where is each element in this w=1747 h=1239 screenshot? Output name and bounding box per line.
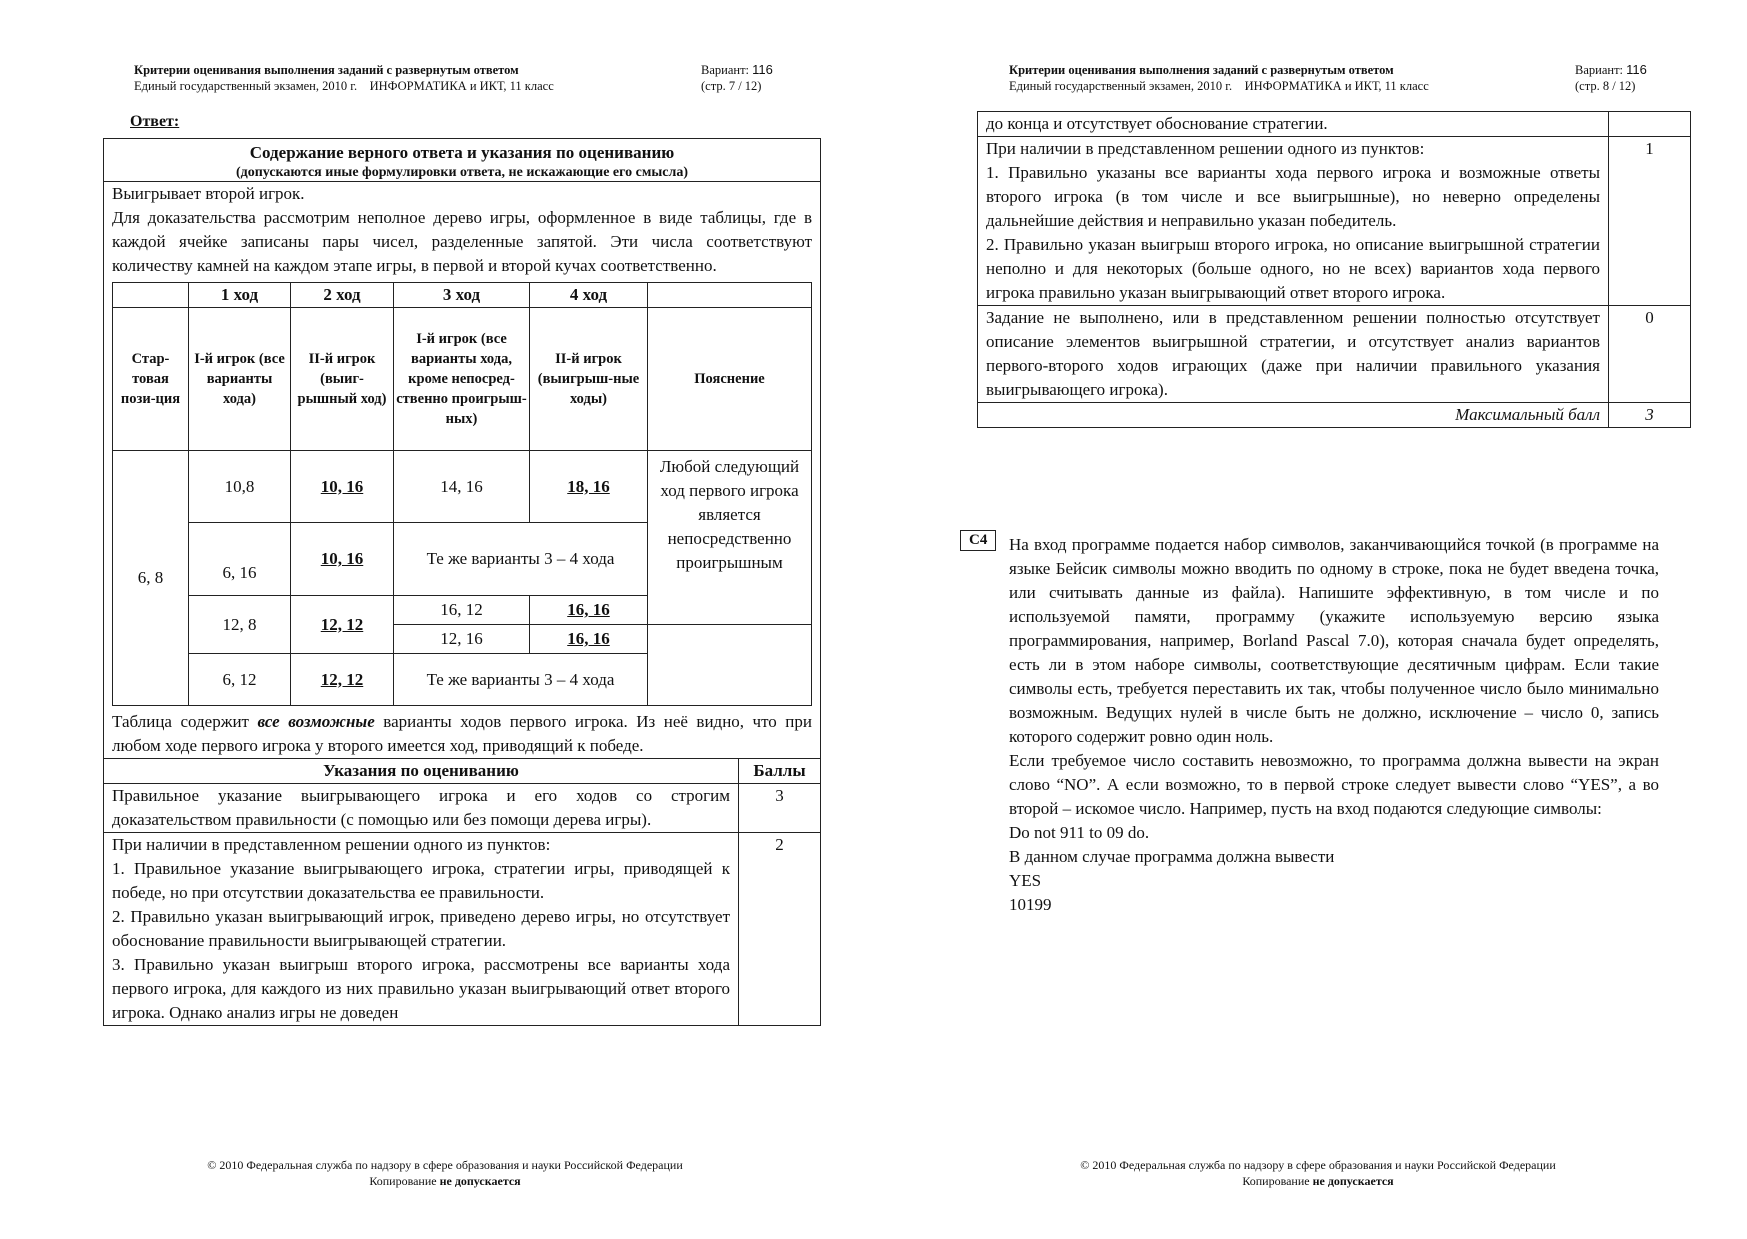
left-page <box>0 0 873 1239</box>
same-variants-cell: Те же варианты 3 – 4 хода <box>394 523 648 596</box>
grade-3-text: Правильное указание выигрывающего игрока и его ходов со строгим доказательством правильности (с помощью или без помощи дерева игры). <box>104 784 739 833</box>
after-table-emphasis: все возможные <box>257 712 375 731</box>
table-cell: 12, 12 <box>291 596 394 654</box>
copy-notice-text: Копирование <box>369 1174 440 1188</box>
answer-label: Ответ: <box>130 113 180 130</box>
game-tree-table <box>112 282 812 706</box>
grading-header: Указания по оцениванию <box>104 759 739 784</box>
empty-header-cell <box>648 283 812 308</box>
task-c4-statement <box>1009 533 1659 917</box>
variant-value: 116 <box>752 62 773 77</box>
grade-0-text: Задание не выполнено, или в представленном решении полностью отсутствует описание элементов выигрышной стратегии, и отсутствует анализ вариантов первого-второго ходов играющих (даже при наличии правильного указания выигрывающего игрока). <box>978 306 1609 403</box>
grade-1-item: 2. Правильно указан выигрыш второго игрока, но описание выигрышной стратегии неполно и для некоторых (больше одного, но не всех) вариантов хода первого игрока правильно указан выигрывающий ответ второго игрока. <box>986 235 1600 302</box>
table-cell: 16, 16 <box>530 596 648 625</box>
page-header <box>1009 62 1429 94</box>
grading-continuation-box <box>977 111 1691 428</box>
page-number: (стр. 8 / 12) <box>1575 79 1636 93</box>
explanation-cell: Любой следующий ход первого игрока является непосредственно проигрышным <box>648 451 812 625</box>
grade-0-points: 0 <box>1609 306 1691 403</box>
task-paragraph: На вход программе подается набор символов, заканчивающийся точкой (в программе на языке Бейсик символы можно вводить по одному в строке, пока не будет введена точка, или считывать данные из файла). Напишите эффективную, в том числе и по используемой памяти, программу (укажите используемую версию языка программирования, например, Borland Pascal 7.0), которая сначала будет определять, есть ли в этом наборе символы, соответствующие десятичным цифрам. Если такие символы есть, требуется переставить их так, чтобы полученное число было минимально возможным. Ведущих нулей в числе быть не должно, исключение – число 0, запись которого содержит ровно один ноль. <box>1009 535 1659 746</box>
empty-header-cell <box>113 283 189 308</box>
copy-notice-text: Копирование <box>1242 1174 1313 1188</box>
table-cell: 14, 16 <box>394 451 530 523</box>
task-c4-label: C4 <box>960 530 996 551</box>
move-1-header: 1 ход <box>189 283 291 308</box>
after-table-text-start: Таблица содержит <box>112 712 258 731</box>
winner-text: Выигрывает второй игрок. <box>112 184 305 203</box>
variant-block <box>1575 62 1647 94</box>
task-paragraph: Если требуемое число составить невозможно, то программа должна вывести на экран слово “NO”. А если возможно, то в первой строке следует вывести слово “YES”, а во второй – искомое число. Например, пусть на вход подаются следующие символы: <box>1009 751 1659 818</box>
box-header <box>104 139 821 182</box>
col-player1-all: I-й игрок (все варианты хода) <box>189 308 291 451</box>
move-4-header: 4 ход <box>530 283 648 308</box>
table-cell: 12, 8 <box>189 596 291 654</box>
box-subtitle: (допускаются иные формулировки ответа, не искажающие его смысла) <box>235 165 689 180</box>
answer-content <box>104 182 821 759</box>
grade-1-criteria <box>978 137 1609 306</box>
variant-label: Вариант: <box>701 63 749 77</box>
page-footer <box>1038 1157 1598 1189</box>
copy-notice-bold: не допускается <box>1312 1174 1394 1188</box>
max-score-value: 3 <box>1609 403 1691 428</box>
variant-label: Вариант: <box>1575 63 1623 77</box>
page-footer <box>165 1157 725 1189</box>
max-score-label: Максимальный балл <box>978 403 1609 428</box>
table-cell: 6, 16 <box>189 523 291 596</box>
grade-2-intro: При наличии в представленном решении одного из пунктов: <box>112 835 551 854</box>
table-cell: 18, 16 <box>530 451 648 523</box>
exam-title: Единый государственный экзамен, 2010 г. ИНФОРМАТИКА и ИКТ, 11 класс <box>1009 79 1429 93</box>
exam-title: Единый государственный экзамен, 2010 г. ИНФОРМАТИКА и ИКТ, 11 класс <box>134 79 554 93</box>
after-table-text <box>112 710 812 758</box>
grade-2-points: 2 <box>739 833 821 1026</box>
copyright-line: © 2010 Федеральная служба по надзору в сфере образования и науки Российской Федерации <box>1080 1158 1556 1172</box>
move-2-header: 2 ход <box>291 283 394 308</box>
intro-text: Для доказательства рассмотрим неполное дерево игры, оформленное в виде таблицы, где в каждой ячейке записаны пары чисел, разделенные запятой. Эти числа соответствуют количеству камней на каждом этапе игры, в первой и второй кучах соответственно. <box>112 208 812 275</box>
empty-points-cell <box>1609 112 1691 137</box>
page-header <box>134 62 554 94</box>
copy-notice <box>165 1173 725 1189</box>
table-cell: 10,8 <box>189 451 291 523</box>
points-header: Баллы <box>739 759 821 784</box>
output-line: 10199 <box>1009 895 1052 914</box>
grade-2-item: 2. Правильно указан выигрывающий игрок, приведено дерево игры, но отсутствует обоснование правильности выигрывающей стратегии. <box>112 907 730 950</box>
grade-3-points: 3 <box>739 784 821 833</box>
variant-value: 116 <box>1626 62 1647 77</box>
col-explanation: Пояснение <box>648 308 812 451</box>
criteria-title: Критерии оценивания выполнения заданий с развернутым ответом <box>134 63 519 77</box>
explanation-continuation-cell <box>648 625 812 706</box>
table-cell: 16, 16 <box>530 625 648 654</box>
answer-box <box>103 138 821 1026</box>
output-intro: В данном случае программа должна вывести <box>1009 847 1335 866</box>
col-start-position: Стар-товая пози-ция <box>113 308 189 451</box>
grade-2-criteria <box>104 833 739 1026</box>
col-player1-nonlosing: I-й игрок (все варианты хода, кроме непосред-ственно проигрыш-ных) <box>394 308 530 451</box>
grade-1-points: 1 <box>1609 137 1691 306</box>
grade-1-intro: При наличии в представленном решении одного из пунктов: <box>986 139 1425 158</box>
col-player2-winning: II-й игрок (выигрыш-ные ходы) <box>530 308 648 451</box>
grade-1-item: 1. Правильно указаны все варианты хода первого игрока и возможные ответы второго игрока (в том числе и все выигрышные), но неверно определены дальнейшие действия и неправильно указан победитель. <box>986 163 1600 230</box>
table-cell: 6, 12 <box>189 654 291 706</box>
move-3-header: 3 ход <box>394 283 530 308</box>
output-line: YES <box>1009 871 1042 890</box>
table-cell: 12, 16 <box>394 625 530 654</box>
copy-notice <box>1038 1173 1598 1189</box>
copy-notice-bold: не допускается <box>439 1174 521 1188</box>
page-number: (стр. 7 / 12) <box>701 79 762 93</box>
after-table-text-end: варианты ходов первого игрока. Из неё видно, что при любом ходе первого игрока у второго имеется ход, приводящий к победе. <box>112 712 812 755</box>
table-cell: 12, 12 <box>291 654 394 706</box>
same-variants-cell: Те же варианты 3 – 4 хода <box>394 654 648 706</box>
criteria-title: Критерии оценивания выполнения заданий с развернутым ответом <box>1009 63 1394 77</box>
continuation-text: до конца и отсутствует обоснование стратегии. <box>978 112 1609 137</box>
table-cell: 10, 16 <box>291 523 394 596</box>
box-title: Содержание верного ответа и указания по оцениванию <box>249 143 675 162</box>
start-position-cell: 6, 8 <box>113 451 189 706</box>
col-player2-win: II-й игрок (выиг-рышный ход) <box>291 308 394 451</box>
table-cell: 16, 12 <box>394 596 530 625</box>
variant-block <box>701 62 773 94</box>
copyright-line: © 2010 Федеральная служба по надзору в сфере образования и науки Российской Федерации <box>207 1158 683 1172</box>
table-cell: 10, 16 <box>291 451 394 523</box>
example-input: Do not 911 to 09 do. <box>1009 823 1150 842</box>
grade-2-item: 1. Правильное указание выигрывающего игрока, стратегии игры, приводящей к победе, но при отсутствии доказательства ее правильности. <box>112 859 730 902</box>
grade-2-item: 3. Правильно указан выигрыш второго игрока, рассмотрены все варианты хода первого игрока, для каждого из них правильно указан выигрывающий ответ второго игрока. Однако анализ игры не доведен <box>112 955 730 1022</box>
